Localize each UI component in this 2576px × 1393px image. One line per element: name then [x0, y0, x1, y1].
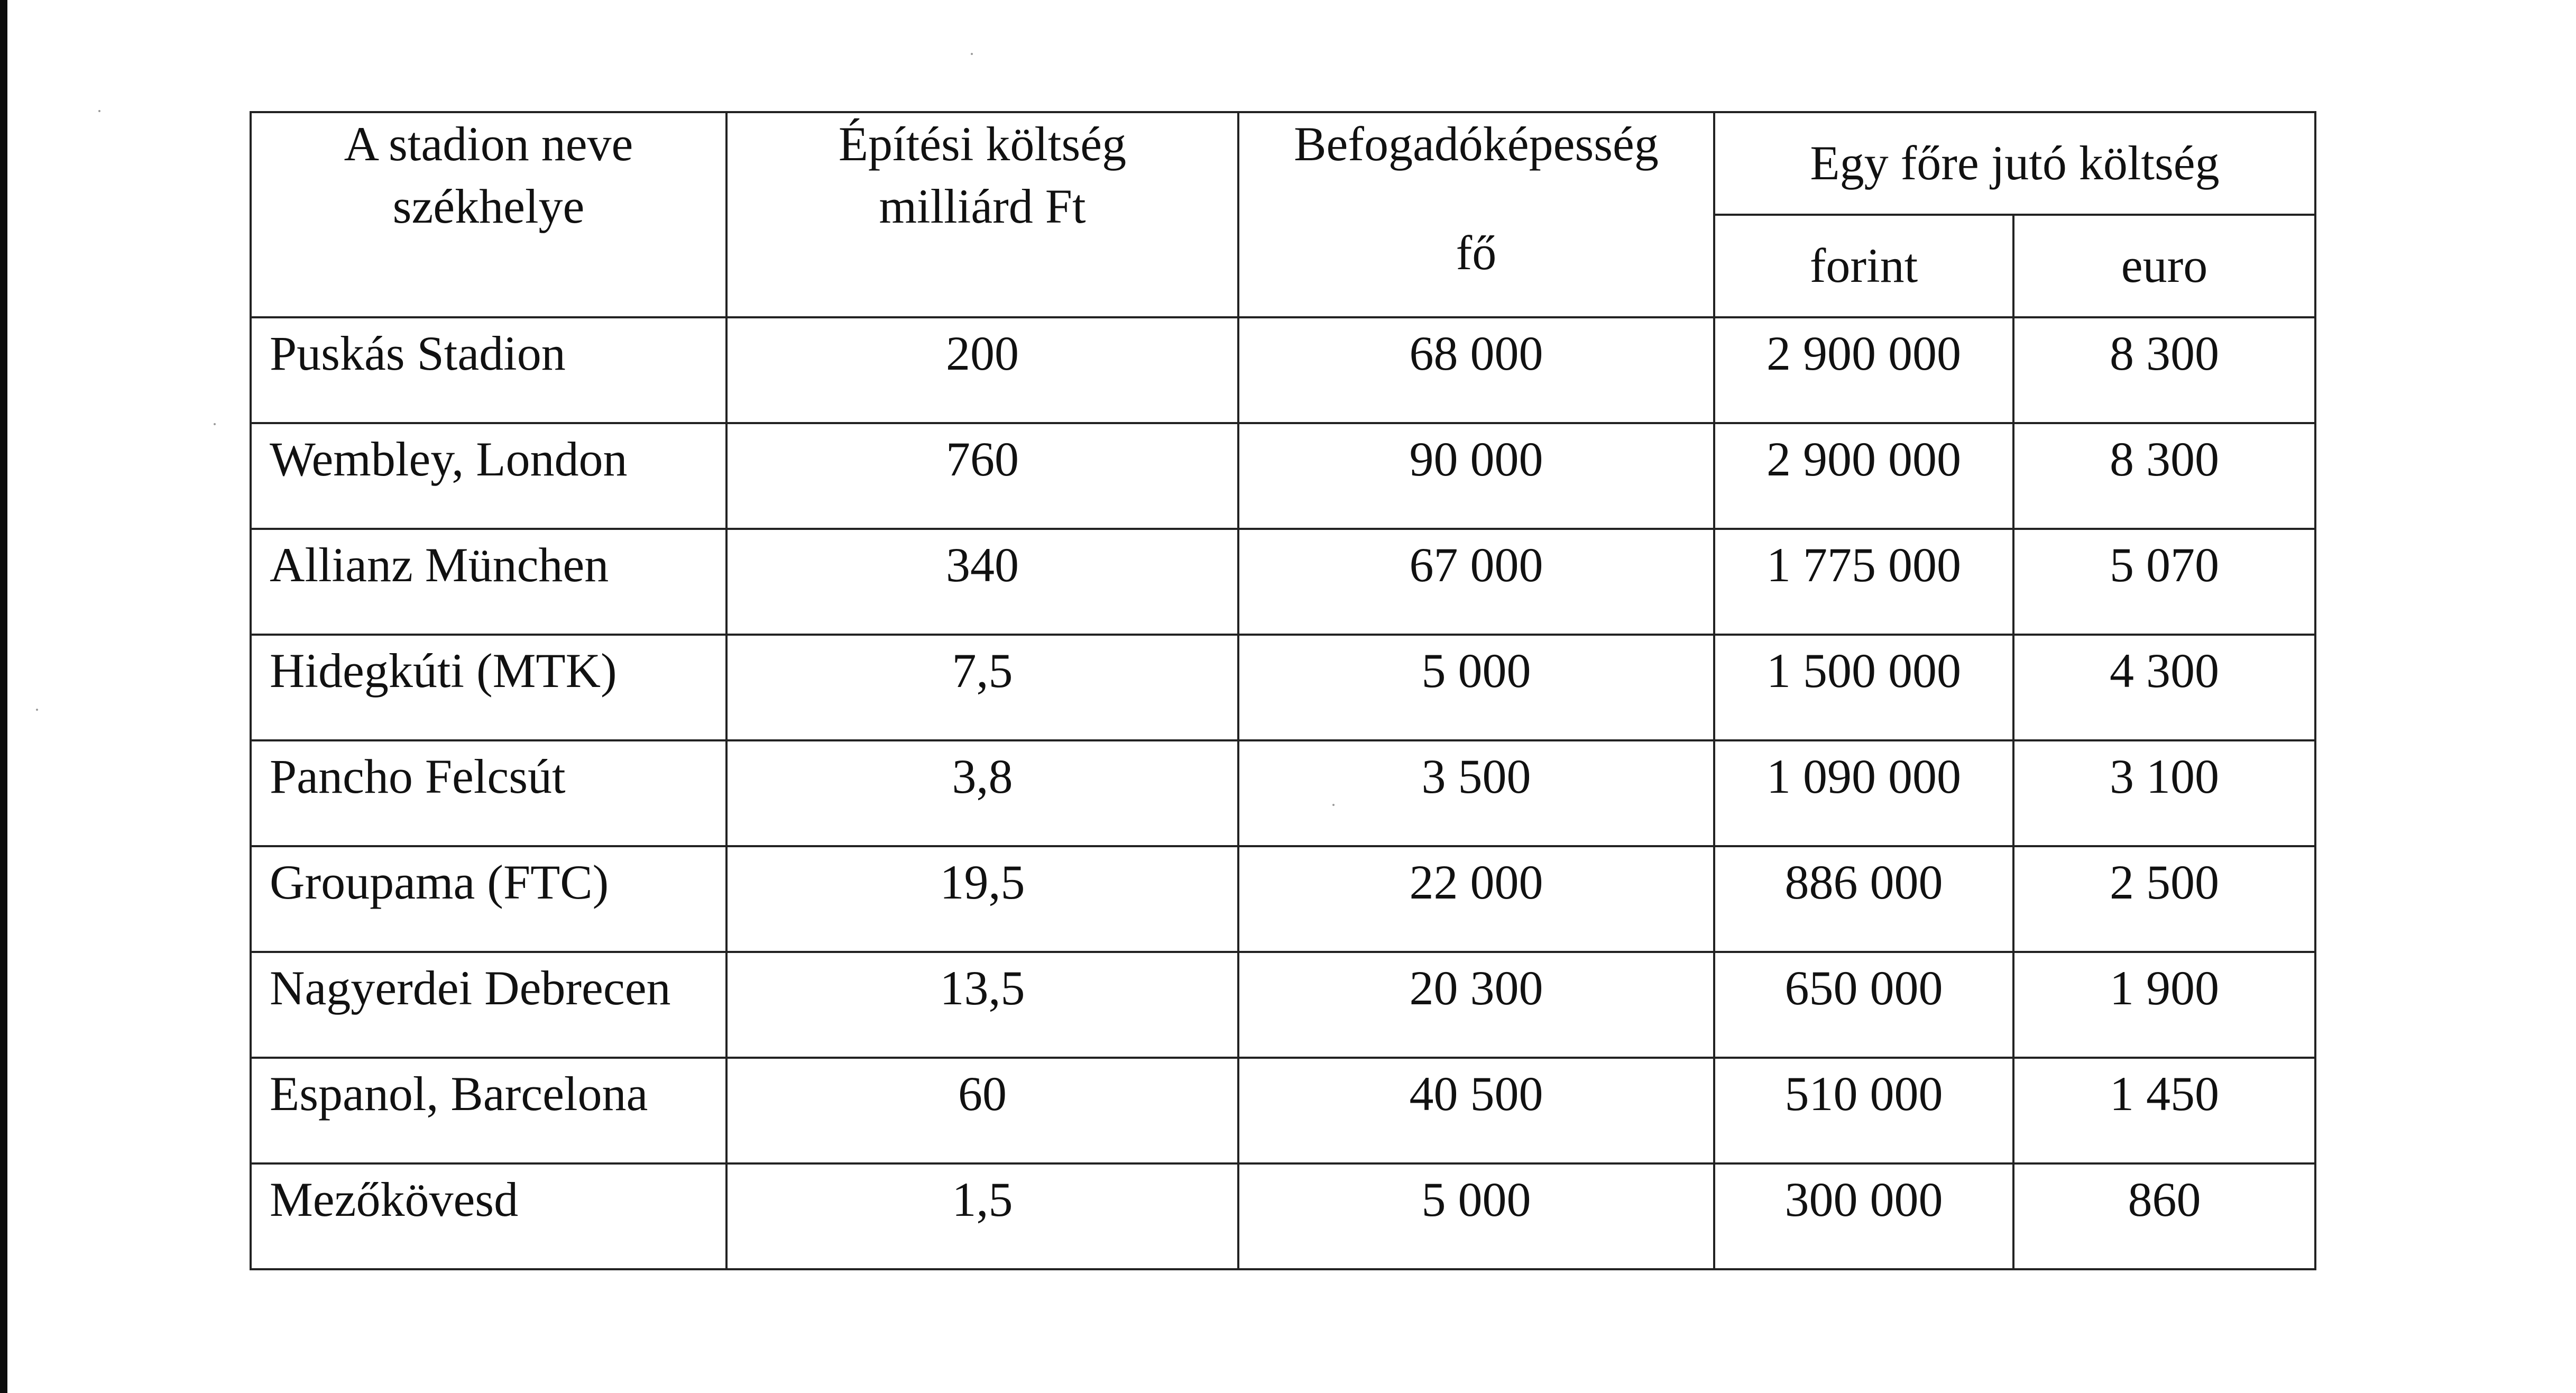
header-construction-cost-line1: Építési költség: [838, 117, 1127, 171]
cell-stadium-name: Hidegkúti (MTK): [251, 635, 726, 740]
cell-cost: 7,5: [726, 635, 1238, 740]
header-per-capita-cost: Egy főre jutó költség: [1714, 112, 2315, 215]
cell-euro: 1 900: [2013, 952, 2315, 1058]
cell-forint: 1 500 000: [1714, 635, 2013, 740]
cell-capacity: 67 000: [1238, 529, 1714, 635]
cell-euro: 8 300: [2013, 423, 2315, 529]
header-capacity-unit: fő: [1456, 225, 1497, 280]
cell-capacity: 5 000: [1238, 635, 1714, 740]
scan-speck: [214, 423, 216, 425]
cell-stadium-name: Mezőkövesd: [251, 1163, 726, 1269]
table-row: [251, 846, 2315, 952]
cell-capacity: 20 300: [1238, 952, 1714, 1058]
header-construction-cost: [726, 112, 1238, 317]
cell-cost: 760: [726, 423, 1238, 529]
cell-forint: 650 000: [1714, 952, 2013, 1058]
cell-capacity: 22 000: [1238, 846, 1714, 952]
table-row: [251, 317, 2315, 423]
cell-euro: 5 070: [2013, 529, 2315, 635]
table-row: [251, 635, 2315, 740]
cell-euro: 2 500: [2013, 846, 2315, 952]
cell-forint: 1 775 000: [1714, 529, 2013, 635]
cell-stadium-name: Wembley, London: [251, 423, 726, 529]
cell-stadium-name: Espanol, Barcelona: [251, 1058, 726, 1163]
header-forint: forint: [1714, 215, 2013, 317]
cell-euro: 4 300: [2013, 635, 2315, 740]
scan-speck: [971, 53, 973, 55]
table-row: [251, 740, 2315, 846]
cell-cost: 3,8: [726, 740, 1238, 846]
header-euro: euro: [2013, 215, 2315, 317]
cell-euro: 1 450: [2013, 1058, 2315, 1163]
table-row: [251, 423, 2315, 529]
table-row: [251, 1163, 2315, 1269]
header-capacity: [1238, 112, 1714, 317]
cell-capacity: 5 000: [1238, 1163, 1714, 1269]
cell-stadium-name: Puskás Stadion: [251, 317, 726, 423]
cell-forint: 300 000: [1714, 1163, 2013, 1269]
header-stadium-name: [251, 112, 726, 317]
cell-euro: 3 100: [2013, 740, 2315, 846]
cell-forint: 886 000: [1714, 846, 2013, 952]
stadium-cost-table: [250, 111, 2316, 1270]
scan-left-edge: [0, 0, 7, 1393]
header-stadium-name-line2: székhelye: [392, 179, 585, 233]
cell-capacity: 90 000: [1238, 423, 1714, 529]
cell-cost: 13,5: [726, 952, 1238, 1058]
cell-forint: 2 900 000: [1714, 317, 2013, 423]
cell-forint: 510 000: [1714, 1058, 2013, 1163]
cell-capacity: 68 000: [1238, 317, 1714, 423]
cell-stadium-name: Pancho Felcsút: [251, 740, 726, 846]
cell-stadium-name: Nagyerdei Debrecen: [251, 952, 726, 1058]
header-construction-cost-line2: milliárd Ft: [879, 179, 1086, 233]
header-capacity-line1: Befogadóképesség: [1294, 117, 1659, 171]
cell-cost: 340: [726, 529, 1238, 635]
cell-cost: 60: [726, 1058, 1238, 1163]
header-stadium-name-line1: A stadion neve: [344, 117, 633, 171]
scan-speck: [36, 709, 38, 711]
cell-cost: 1,5: [726, 1163, 1238, 1269]
cell-euro: 8 300: [2013, 317, 2315, 423]
cell-cost: 19,5: [726, 846, 1238, 952]
cell-cost: 200: [726, 317, 1238, 423]
table-row: [251, 952, 2315, 1058]
cell-capacity: 40 500: [1238, 1058, 1714, 1163]
cell-forint: 1 090 000: [1714, 740, 2013, 846]
cell-forint: 2 900 000: [1714, 423, 2013, 529]
table-row: [251, 1058, 2315, 1163]
table-row: [251, 529, 2315, 635]
cell-capacity: 3 500: [1238, 740, 1714, 846]
table-header-row: [251, 112, 2315, 215]
cell-stadium-name: Groupama (FTC): [251, 846, 726, 952]
scan-speck: [98, 110, 100, 112]
cell-euro: 860: [2013, 1163, 2315, 1269]
cell-stadium-name: Allianz München: [251, 529, 726, 635]
